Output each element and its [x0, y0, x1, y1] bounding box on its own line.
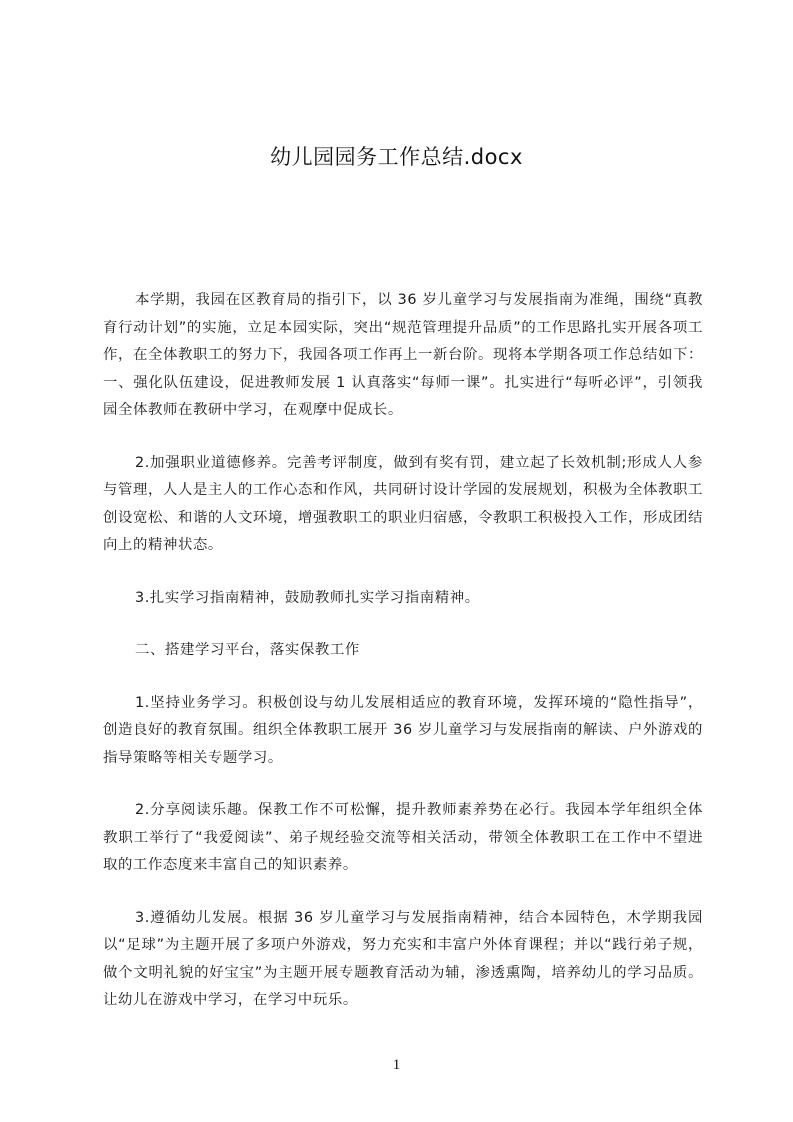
paragraph-child-development: 3.遵循幼儿发展。根据 36 岁儿童学习与发展指南精神，结合本园特色，木学期我园以“足球”为主题开展了多项户外游戏，努力充实和丰富户外体育课程；并以“践行弟子规，做个文明礼貌的好宝宝”为主题开展专题教育活动为辅，渗透熏陶，培养幼儿的学习品质。让幼儿在游戏中学习，在学习中玩乐。	[103, 909, 703, 1008]
paragraph-business-study: 1.坚持业务学习。积极创设与幼儿发展相适应的教育环境，发挥环境的“隐性指导”，创造良好的教育氛围。组织全体教职工展开 36 岁儿童学习与发展指南的解读、户外游戏的指导策略等相关专题学习。	[103, 694, 703, 766]
paragraph-intro: 本学期，我园在区教育局的指引下，以 36 岁儿童学习与发展指南为准绳，围绕“真教育行动计划”的实施，立足本园实际，突出“规范管理提升品质”的工作思路扎实开展各项工作，在全体教职工的努力下，我园各项工作再上一新台阶。现将本学期各项工作总结如下：一、强化队伍建设，促进教师发展 1 认真落实“每师一课”。扎实进行“每听必评”，引领我园全体教师在教研中学习，在观摩中促成长。	[103, 292, 703, 418]
document-body	[103, 287, 703, 1015]
document-title: 幼儿园园务工作总结.docx	[270, 145, 523, 169]
paragraph-guideline: 3.扎实学习指南精神，鼓励教师扎实学习指南精神。	[135, 589, 480, 606]
paragraph-reading: 2.分享阅读乐趣。保教工作不可松懈，提升教师素养势在必行。我园本学年组织全体教职工举行了“我爱阅读”、弟子规经验交流等相关活动，带领全体教职工在工作中不望进取的工作态度来丰富自己的知识素养。	[103, 802, 703, 873]
page-number: 1	[392, 1057, 401, 1073]
section-heading-learning-platform: 二、搭建学习平台，落实保教工作	[135, 642, 360, 658]
paragraph-ethics: 2.加强职业道德修养。完善考评制度，做到有奖有罚，建立起了长效机制;形成人人参与管理，人人是主人的工作心态和作风，共同研讨设计学园的发展规划，积极为全体教职工创设宽松、和谐的人文环境，增强教职工的职业归宿感，令教职工积极投入工作，形成团结向上的精神状态。	[103, 454, 703, 553]
